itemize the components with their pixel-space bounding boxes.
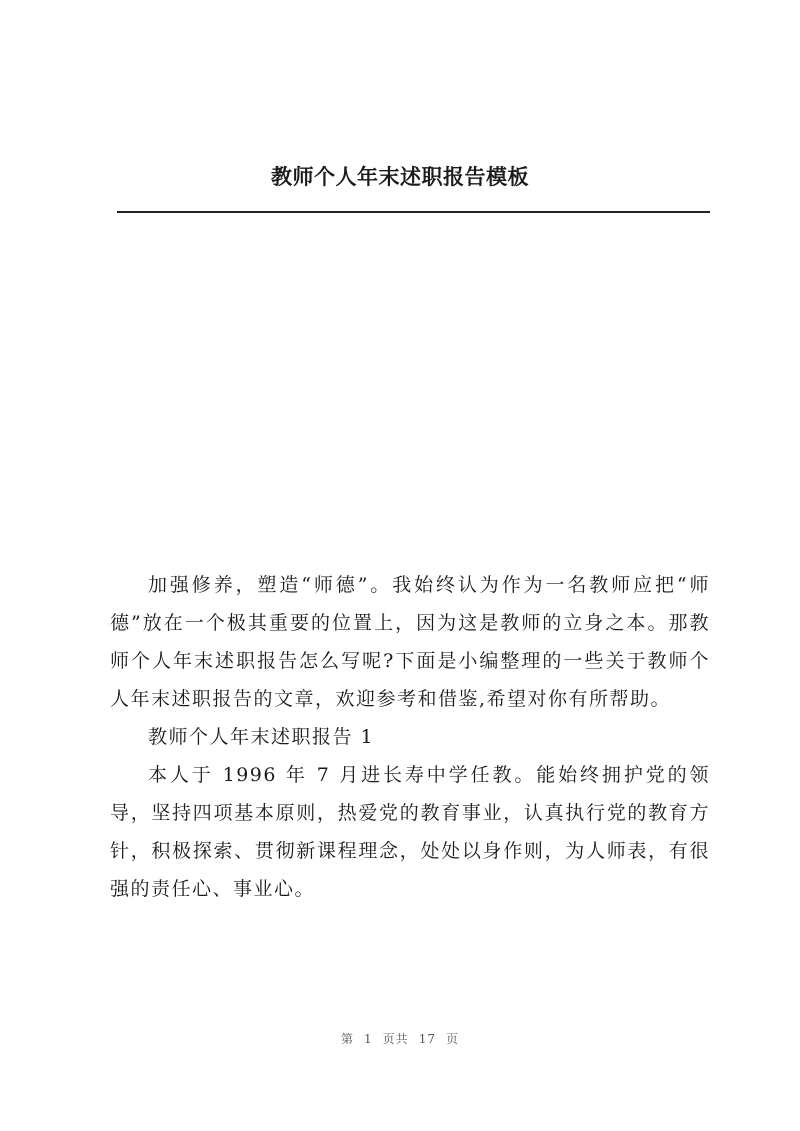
footer-middle: 页共 — [382, 1032, 409, 1046]
title-underline — [117, 211, 710, 213]
footer-prefix: 第 — [341, 1032, 355, 1046]
current-page-number: 1 — [364, 1032, 373, 1046]
total-page-count: 17 — [418, 1032, 436, 1046]
footer-suffix: 页 — [445, 1032, 459, 1046]
document-title: 教师个人年末述职报告模板 — [271, 164, 529, 189]
document-body — [110, 566, 710, 908]
intro-paragraph: 加强修养，塑造“师德”。我始终认为作为一名教师应把“师德”放在一个极其重要的位置上，因为这是教师的立身之本。那教师个人年末述职报告怎么写呢?下面是小编整理的一些关于教师个人年末述职报告的文章，欢迎参考和借鉴,希望对你有所帮助。 — [110, 574, 710, 710]
body-paragraph: 本人于 1996 年 7 月进长寿中学任教。能始终拥护党的领导，坚持四项基本原则，热爱党的教育事业，认真执行党的教育方针，积极探索、贯彻新课程理念，处处以身作则，为人师表，有很强的责任心、事业心。 — [110, 764, 710, 900]
page-footer — [0, 1030, 800, 1047]
section-heading: 教师个人年末述职报告 1 — [148, 726, 375, 748]
